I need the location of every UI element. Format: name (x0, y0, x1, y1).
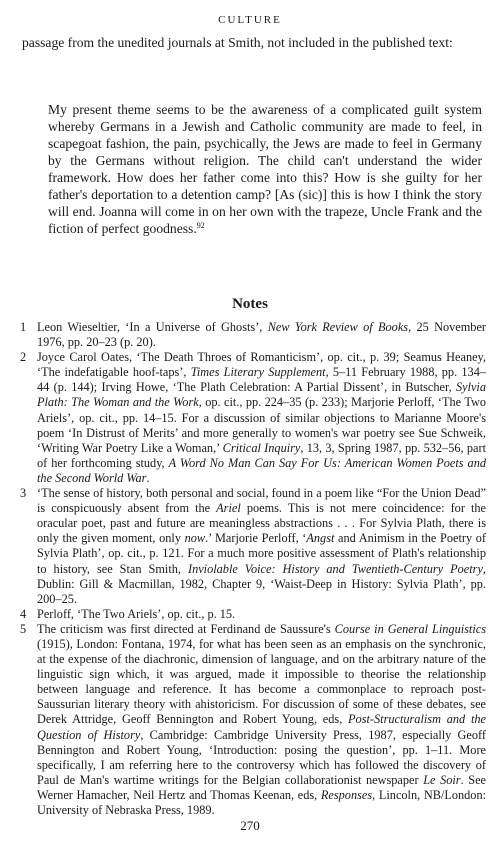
intro-paragraph: passage from the unedited journals at Smith, not included in the published text: (22, 35, 453, 50)
note-item (20, 320, 486, 350)
note-text-segment: The criticism was first directed at Ferdinand de Saussure's (37, 621, 335, 636)
note-text-segment: , 5–11 February 1988, pp. 134–44 (p. 144); Irving Howe, ‘The Plath Celebration: A Partial Dissent’, in Butscher, (37, 365, 486, 395)
page-number: 270 (240, 818, 260, 833)
note-text-segment: , Cambridge: Cambridge University Press, 1987, especially Geoff Bennington and Robert Young, ‘Introduction: posing the question’, pp. 1–11. More specifically, I am referring here to the controversy which has followed the discovery of Paul de Man's wartime writings for the Belgian collaborationist newspaper (37, 727, 486, 787)
note-number: 1 (20, 320, 27, 334)
note-title-italic: New York Review of Books (267, 320, 409, 334)
note-text-segment: , Dublin: Gill & Macmillan, 1982, Chapter 9, ‘Waist-Deep in History: Sylvia Plath’, pp. 200–25. (37, 561, 486, 606)
note-title-italic: Ariel (216, 501, 241, 516)
note-text-segment: (1915), London: Fontana, 1974, for what has been seen as an emphasis on the synchronic, at the expense of the diachronic, dimension of language, and on the arbitrary nature of the linguistic sign which, it was argued, made it impossible to theorise the relationship between language and reference. It has become a commonplace to reproach post-Saussurian literary theory with ahistoricism. For discussion of some of these debates, see Derek Attridge, Geoff Bennington and Robert Young, eds, (37, 636, 486, 727)
block-quote (48, 101, 482, 237)
note-title-italic: Responses (320, 787, 373, 802)
note-text-segment: and Animism in the Poetry of Sylvia Plath’, op. cit., p. 121. For a much more positive assessment of Plath's relationship to history, see Stan Smith, (37, 531, 486, 576)
note-text-segment: poems. This is not mere coincidence: for the oracular poet, past and future are meaningless abstractions . . . For Sylvia Plath, there is only the given moment, only (37, 501, 486, 546)
note-title-italic: Sylvia Plath: The Woman and the Work (37, 380, 486, 410)
note-text-segment: Joyce Carol Oates, ‘The Death Throes of Romanticism’, op. cit., p. 39; Seamus Heaney, ‘The indefatigable hoof-taps’, (37, 350, 486, 380)
note-title-italic: Critical Inquiry (222, 440, 301, 455)
running-head: CULTURE (218, 14, 282, 26)
note-title-italic: Post-Structuralism and the Question of History (37, 712, 486, 742)
note-text (37, 622, 486, 817)
note-text (37, 486, 486, 606)
note-title-italic: A Word No Man Can Say For Us: American Women Poets and the Second World War (37, 455, 487, 485)
note-item (20, 622, 486, 818)
note-text (37, 607, 235, 621)
note-item (20, 350, 486, 486)
note-text-segment: . See Werner Hamacher, Neil Hertz and Thomas Keenan, eds, (37, 772, 486, 802)
note-title-italic: Times Literary Supplement (190, 365, 326, 380)
note-title-italic: Angst (306, 531, 335, 546)
note-title-italic: Inviolable Voice: History and Twentieth-Century Poetry (187, 561, 483, 576)
note-number: 4 (20, 606, 27, 621)
note-text-segment: , Lincoln, NB/London: University of Nebraska Press, 1989. (37, 787, 487, 817)
notes-list (20, 320, 486, 818)
note-text (37, 320, 486, 349)
block-quote-text: My present theme seems to be the awareness of a complicated guilt system whereby Germans in a Jewish and Catholic community are made to feel, in scapegoat fashion, the pain, psychically, the Jews are made to feel in Germany by the Germans without religion. The child can't understand the wider framework. How does her father come into this? How is she guilty for her father's deportation to a detention camp? [As (sic)] this is how I think the story will end. Joanna will come in on her own with the trapeze, Uncle Frank and the fiction of perfect goodness. (48, 102, 482, 236)
note-number: 5 (20, 621, 27, 636)
note-item (20, 607, 486, 622)
notes-heading: Notes (232, 296, 268, 312)
note-text-segment: Leon Wieseltier, ‘In a Universe of Ghosts’, (37, 320, 268, 334)
note-text-segment: .’ Marjorie Perloff, ‘ (205, 531, 307, 546)
note-text-segment: , 25 November 1976, pp. 20–23 (p. 20). (37, 320, 486, 350)
note-item (20, 486, 486, 607)
note-number: 2 (20, 350, 27, 365)
note-text-segment: , op. cit., pp. 224–35 (p. 233); Marjorie Perloff, ‘The Two Ariels’, op. cit., pp. 14–15. For a discussion of similar objections to Marianne Moore's poem ‘In Distrust of Merits’ and more generally to women's war poetry see Sue Schweik, ‘Writing War Poetry Like a Woman,’ (37, 395, 487, 455)
footnote-reference: 92 (196, 221, 205, 230)
note-text-segment: , 13, 3, Spring 1987, pp. 532–56, part of her forthcoming study, (37, 440, 486, 470)
note-title-italic: now (184, 531, 206, 546)
note-text-segment: ‘The sense of history, both personal and social, found in a poem like “For the Union Dead” is conspicuously absent from the (37, 486, 486, 516)
note-text (37, 350, 486, 485)
note-text-segment: . (146, 470, 150, 485)
note-number: 3 (20, 486, 27, 501)
note-title-italic: Course in General Linguistics (334, 621, 486, 636)
note-text-segment: Perloff, ‘The Two Ariels’, op. cit., p. 15. (37, 606, 236, 621)
note-title-italic: Le Soir (423, 772, 461, 787)
